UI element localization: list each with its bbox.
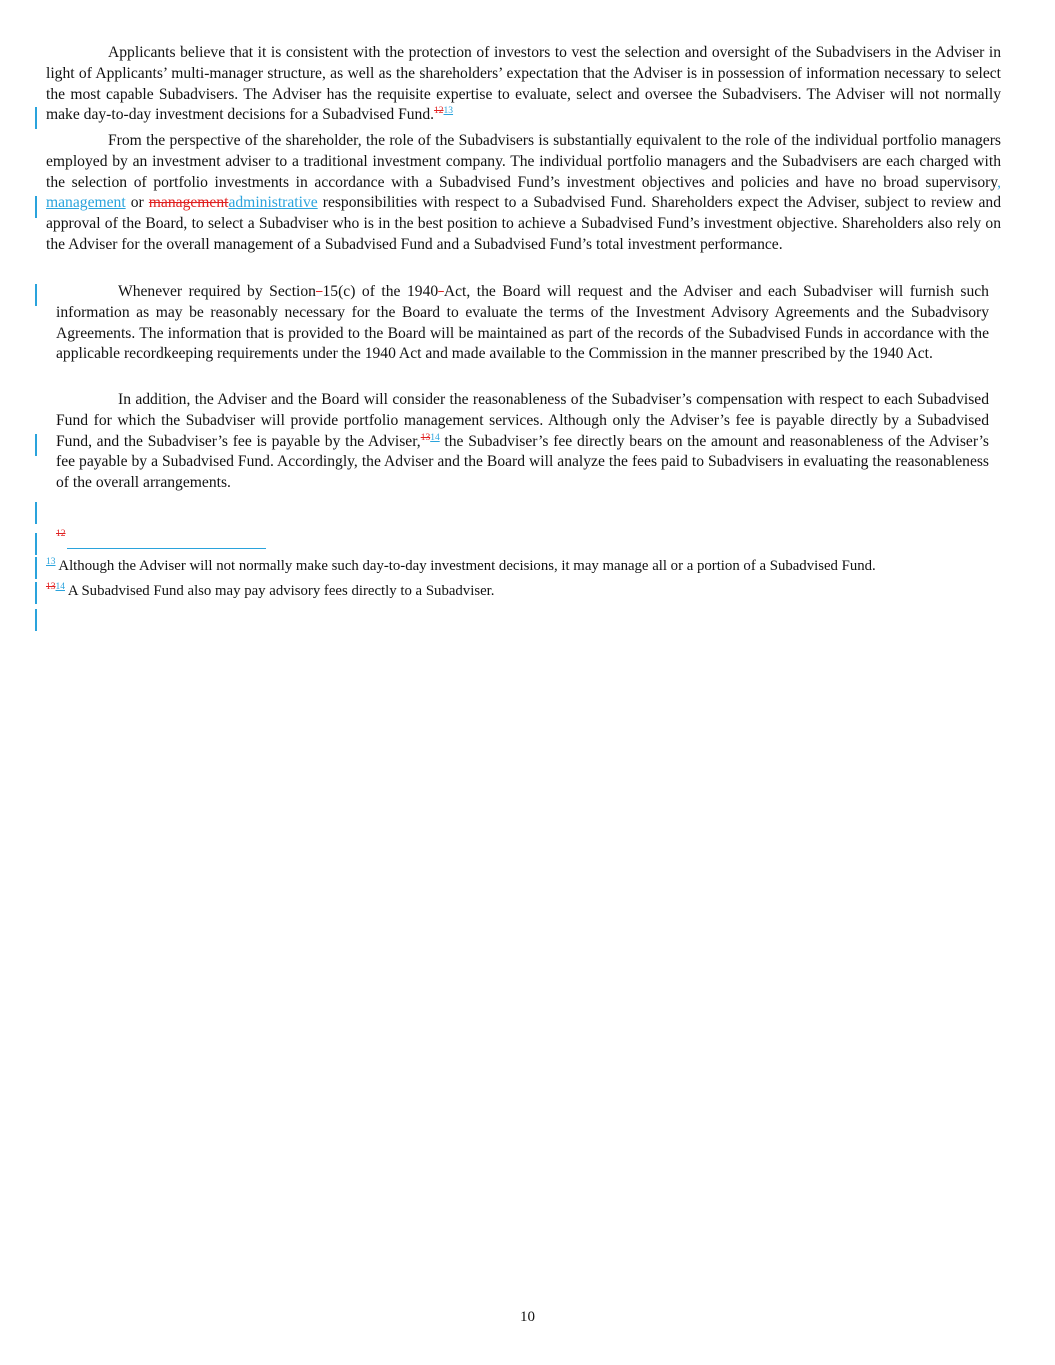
change-bar <box>35 557 37 579</box>
footnote-text: A Subadvised Fund also may pay advisory fees directly to a Subadviser. <box>65 583 495 599</box>
paragraph-text: Applicants believe that it is consistent with the protection of investors to vest the selection and oversight of the Subadvisers in the Adviser in light of Applicants’ multi-manager structure, as well as the shareholders’ expectation that the Adviser is in possession of information necessary to select the most capable Subadvisers. The Adviser has the requisite expertise to evaluate, select and oversee the Subadvisers. The Adviser will not normally make day-to-day investment decisions for a Subadvised Fund. <box>46 44 1001 124</box>
change-bar <box>35 502 37 524</box>
footnote-mark-deleted: 12 <box>56 529 66 539</box>
footnote-ref-deleted[interactable]: 13 <box>420 432 431 443</box>
inserted-text: , management <box>46 173 1001 212</box>
footnote-13 <box>46 556 876 576</box>
footnote-mark-inserted: 14 <box>55 582 65 592</box>
change-bar <box>35 196 37 218</box>
paragraph-1 <box>46 43 1001 126</box>
change-bar <box>35 284 37 306</box>
footnote-12 <box>46 528 66 548</box>
paragraph-2 <box>46 131 1001 256</box>
change-bar <box>35 582 37 604</box>
footnote-separator <box>67 548 266 549</box>
paragraph-4 <box>56 390 989 494</box>
footnote-ref-inserted[interactable]: 14 <box>430 432 440 443</box>
page-number: 10 <box>520 1309 535 1325</box>
paragraph-text: Act, the Board will request and the Adviser and each Subadviser will furnish such information as may be reasonably necessary for the Board to evaluate the terms of the Investment Advisory Agreements and the Subadvisory Agreements. The information that is provided to the Board will be maintained as part of the records of the Subadvised Funds in accordance with the applicable recordkeeping requirements under the 1940 Act and made available to the Commission in the manner prescribed by the 1940 Act. <box>56 283 989 363</box>
paragraph-3 <box>56 282 989 365</box>
footnote-mark-deleted: 13 <box>46 582 56 592</box>
footnote-ref-inserted[interactable]: 13 <box>443 106 454 117</box>
footnote-14 <box>46 581 494 601</box>
paragraph-text: Whenever required by Section <box>118 283 316 300</box>
footnote-ref-deleted[interactable]: 12 <box>434 106 444 117</box>
paragraph-text: the Subadviser’s fee directly bears on the amount and reasonableness of the Adviser’s fee payable by a Subadvised Fund. Accordingly, the Adviser and the Board will analyze the fees paid to Subadvisers in evaluating the reasonableness of the overall arrangements. <box>56 432 989 492</box>
footnote-text: Although the Adviser will not normally make such day-to-day investment decisions, it may manage all or a portion of a Subadvised Fund. <box>55 558 876 574</box>
paragraph-text: In addition, the Adviser and the Board will consider the reasonableness of the Subadviser’s compensation with respect to each Subadvised Fund for which the Subadviser will provide portfolio management services. Although only the Adviser’s fee is payable directly by a Subadvised Fund, and the Subadviser’s fee is payable by the Adviser, <box>56 391 989 450</box>
paragraph-text: or <box>125 194 149 212</box>
deleted-text: management <box>148 194 229 212</box>
paragraph-text: From the perspective of the shareholder, the role of the Subadvisers is substantially equivalent to the role of the individual portfolio managers employed by an investment adviser to a traditional investment company. The individual portfolio managers and the Subadvisers are each charged with the selection of portfolio investments in accordance with a Subadvised Fund’s investment objectives and policies and have no broad supervisory <box>46 132 1001 191</box>
change-bar <box>35 434 37 456</box>
change-bar <box>35 107 37 129</box>
change-bar <box>35 609 37 631</box>
inserted-text: administrative <box>228 194 318 212</box>
change-bar <box>35 533 37 555</box>
paragraph-text: 15(c) of the 1940 <box>322 283 439 300</box>
paragraph-text: responsibilities with respect to a Subadvised Fund. Shareholders expect the Adviser, subject to review and approval of the Board, to select a Subadviser who is in the best position to achieve a Subadvised Fund’s investment objective. Shareholders also rely on the Adviser for the overall management of a Subadvised Fund and a Subadvised Fund’s total investment performance. <box>46 194 1001 253</box>
footnote-mark-inserted: 13 <box>46 557 56 567</box>
